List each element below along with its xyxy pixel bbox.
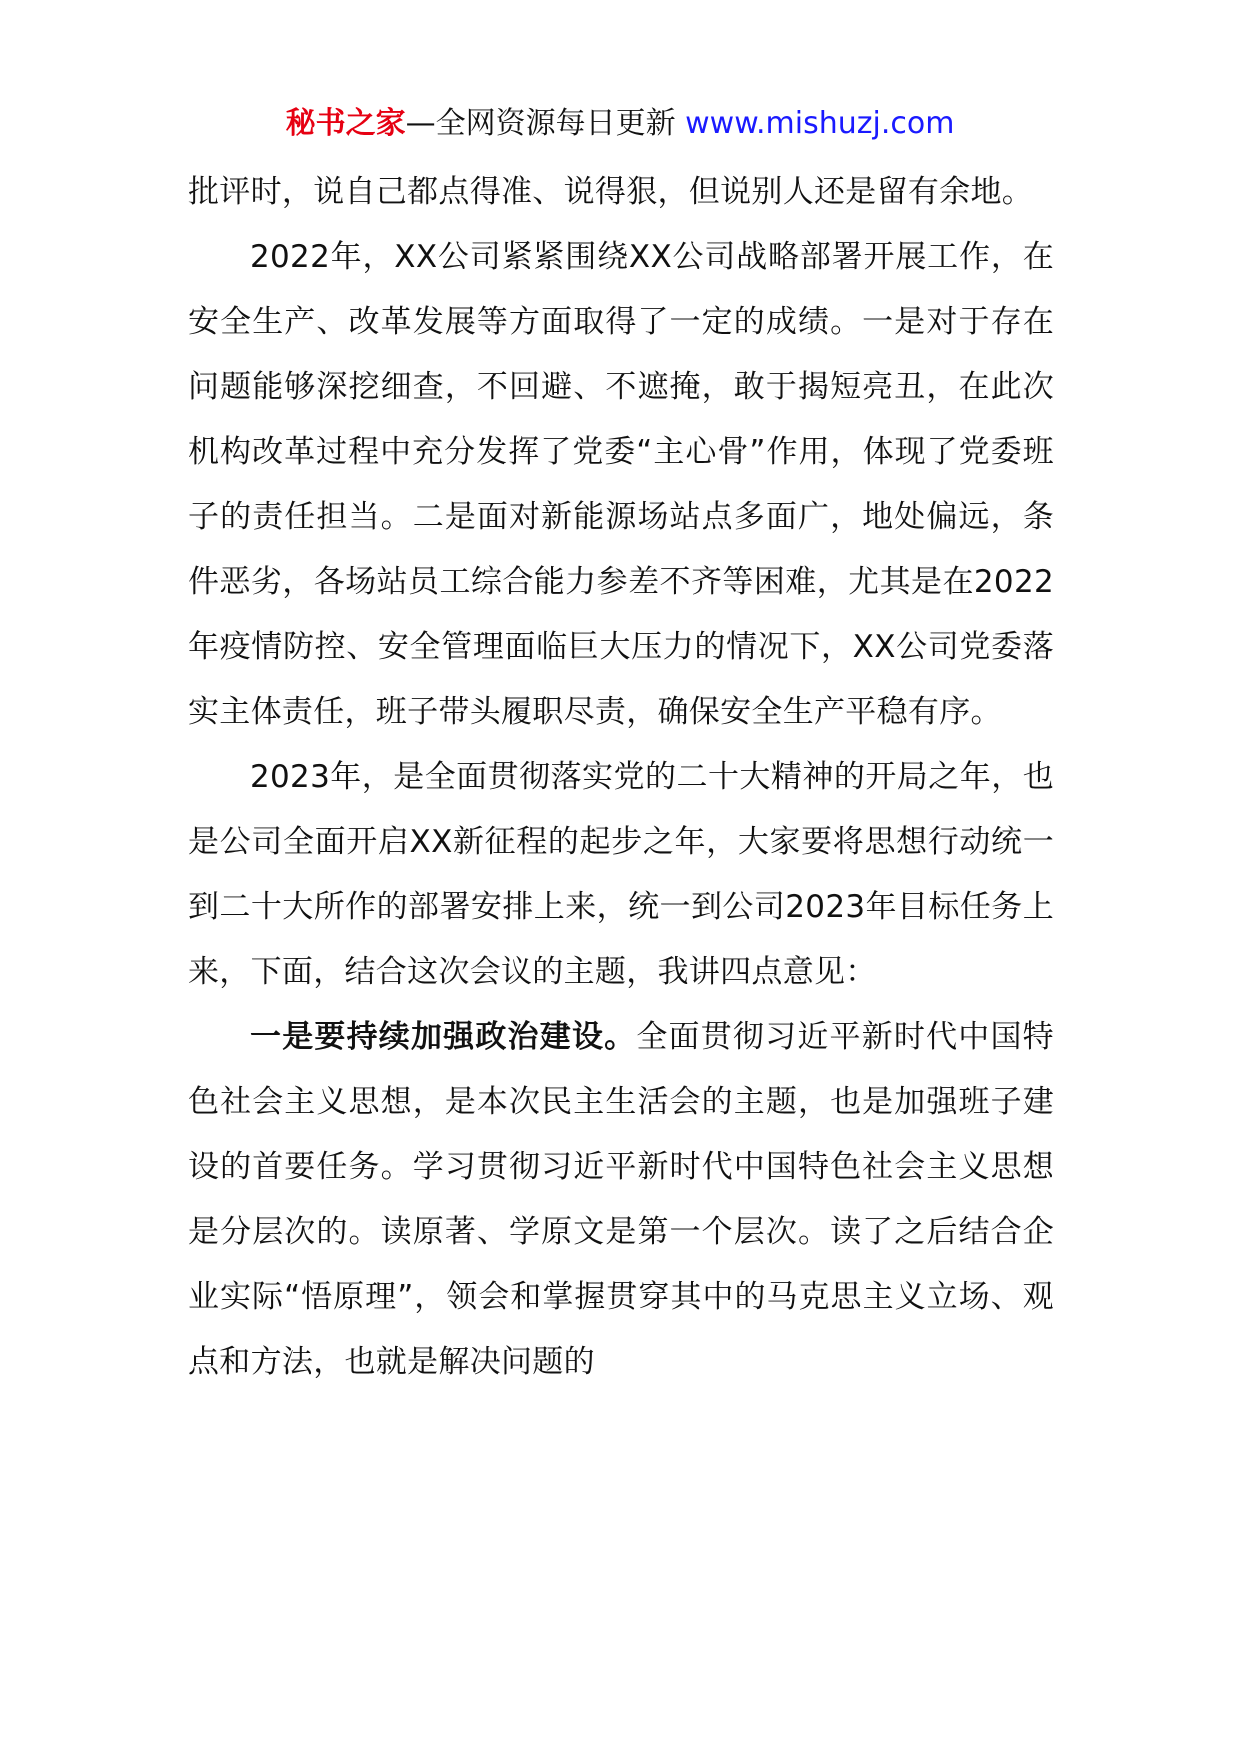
site-tagline: —全网资源每日更新 — [405, 106, 676, 141]
paragraph-point-one — [188, 1005, 1054, 1395]
site-brand: 秘书之家 — [285, 106, 406, 141]
site-header — [0, 102, 1240, 146]
paragraph-2023-outlook: 2023年，是全面贯彻落实党的二十大精神的开局之年，也是公司全面开启XX新征程的起步之年，大家要将思想行动统一到二十大所作的部署安排上来，统一到公司2023年目标任务上来，下面，结合这次会议的主题，我讲四点意见： — [188, 759, 1054, 990]
point-one-heading: 一是要持续加强政治建设。 — [250, 1019, 637, 1055]
paragraph-2022-review: 2022年，XX公司紧紧围绕XX公司战略部署开展工作，在安全生产、改革发展等方面取得了一定的成绩。一是对于存在问题能够深挖细查，不回避、不遮掩，敢于揭短亮丑，在此次机构改革过程中充分发挥了党委“主心骨”作用，体现了党委班子的责任担当。二是面对新能源场站点多面广，地处偏远，条件恶劣，各场站员工综合能力参差不齐等困难，尤其是在2022年疫情防控、安全管理面临巨大压力的情况下，XX公司党委落实主体责任，班子带头履职尽责，确保安全生产平稳有序。 — [188, 239, 1054, 730]
document-body — [188, 160, 1054, 1395]
paragraph-continuation: 批评时，说自己都点得准、说得狠，但说别人还是留有余地。 — [188, 174, 1034, 210]
point-one-body: 全面贯彻习近平新时代中国特色社会主义思想，是本次民主生活会的主题，也是加强班子建设的首要任务。学习贯彻习近平新时代中国特色社会主义思想是分层次的。读原著、学原文是第一个层次。读了之后结合企业实际“悟原理”，领会和掌握贯穿其中的马克思主义立场、观点和方法，也就是解决问题的 — [188, 1019, 1054, 1380]
site-url-link[interactable]: www.mishuzj.com — [685, 106, 955, 141]
